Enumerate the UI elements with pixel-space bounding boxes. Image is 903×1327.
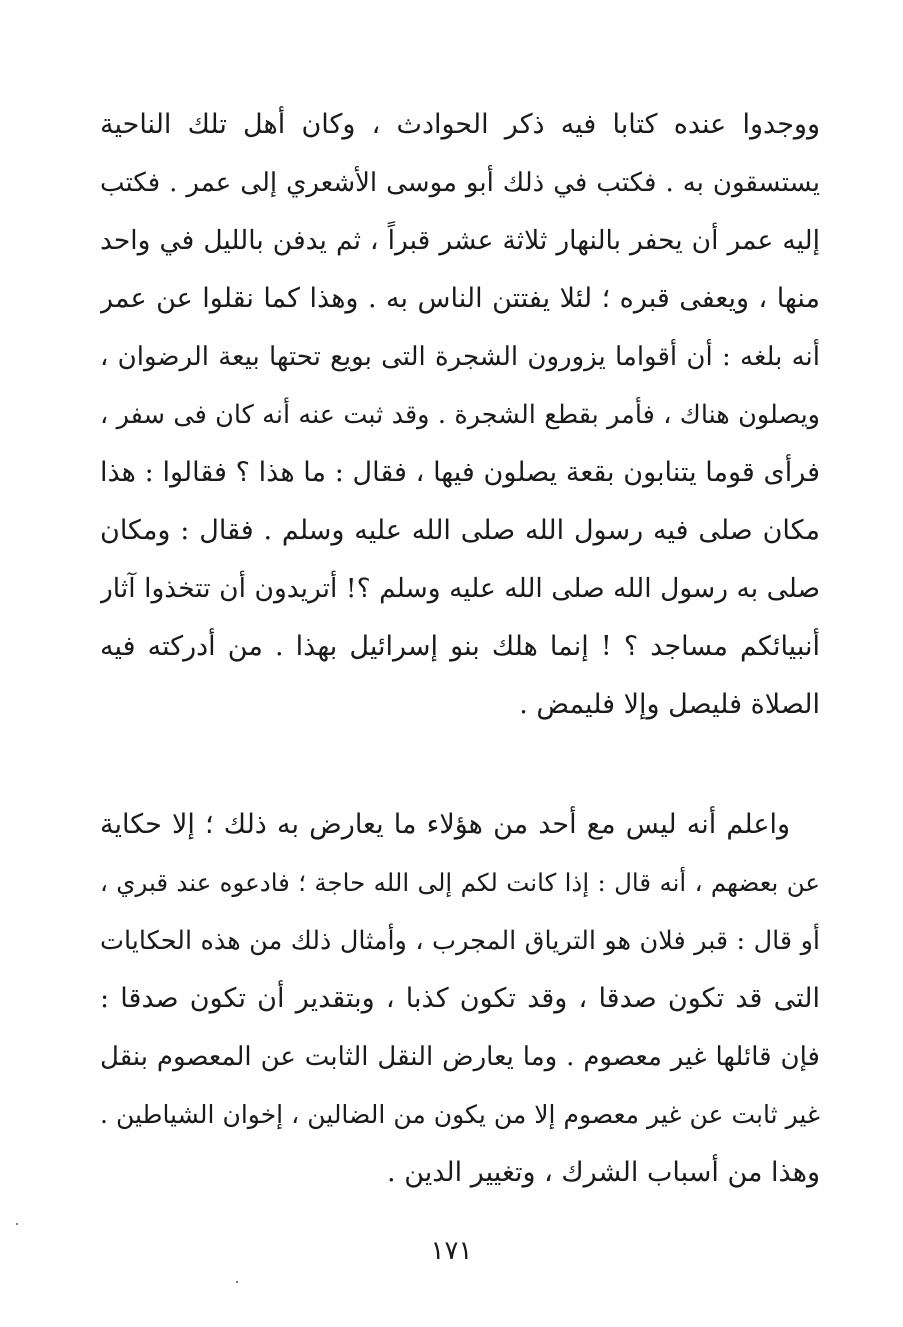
text-line: مكان صلى فيه رسول الله صلى الله عليه وسلم . فقال : ومكان (100, 515, 820, 546)
text-line: صلى به رسول الله صلى الله عليه وسلم ؟! أتريدون أن تتخذوا آثار (100, 573, 820, 604)
text-line: ويصلون هناك ، فأمر بقطع الشجرة . وقد ثبت عنه أنه كان فى سفر ، (100, 400, 820, 430)
text-line: الصلاة فليصل وإلا فليمض . (519, 689, 820, 720)
paragraph-2 (100, 796, 820, 1202)
text-line: إليه عمر أن يحفر بالنهار ثلاثة عشر قبراً ، ثم يدفن بالليل في واحد (100, 225, 820, 256)
text-line: ووجدوا عنده كتابا فيه ذكر الحوادث ، وكان أهل تلك الناحية (100, 109, 820, 140)
text-line: يستسقون به . فكتب في ذلك أبو موسى الأشعري إلى عمر . فكتب (100, 168, 820, 198)
text-line: غير ثابت عن غير معصوم إلا من يكون من الضالين ، إخوان الشياطين . (100, 1100, 820, 1129)
text-line: أنه بلغه : أن أقواما يزورون الشجرة التى بويع تحتها بيعة الرضوان ، (100, 342, 820, 372)
page-number: ١٧١ (430, 1236, 473, 1266)
scan-speck (236, 1281, 238, 1283)
text-line: التى قد تكون صدقا ، وقد تكون كذبا ، وبتقدير أن تكون صدقا : (100, 983, 820, 1014)
text-line: فرأى قوما يتنابون بقعة يصلون فيها ، فقال : ما هذا ؟ فقالوا : هذا (100, 457, 820, 488)
text-line: أو قال : قبر فلان هو الترياق المجرب ، وأمثال ذلك من هذه الحكايات (100, 926, 820, 956)
paragraph-1 (100, 96, 820, 734)
text-line: عن بعضهم ، أنه قال : إذا كانت لكم إلى الله حاجة ؛ فادعوه عند قبري ، (100, 868, 820, 897)
text-line: منها ، ويعفى قبره ؛ لئلا يفتتن الناس به . وهذا كما نقلوا عن عمر (100, 283, 820, 314)
text-line: فإن قائلها غير معصوم . وما يعارض النقل الثابت عن المعصوم بنقل (100, 1042, 820, 1072)
text-line: واعلم أنه ليس مع أحد من هؤلاء ما يعارض به ذلك ؛ إلا حكاية (100, 809, 790, 840)
scan-speck (16, 1223, 18, 1225)
text-line: أنبيائكم مساجد ؟ ! إنما هلك بنو إسرائيل بهذا . من أدركته فيه (100, 631, 820, 662)
text-line: وهذا من أسباب الشرك ، وتغيير الدين . (387, 1157, 820, 1188)
